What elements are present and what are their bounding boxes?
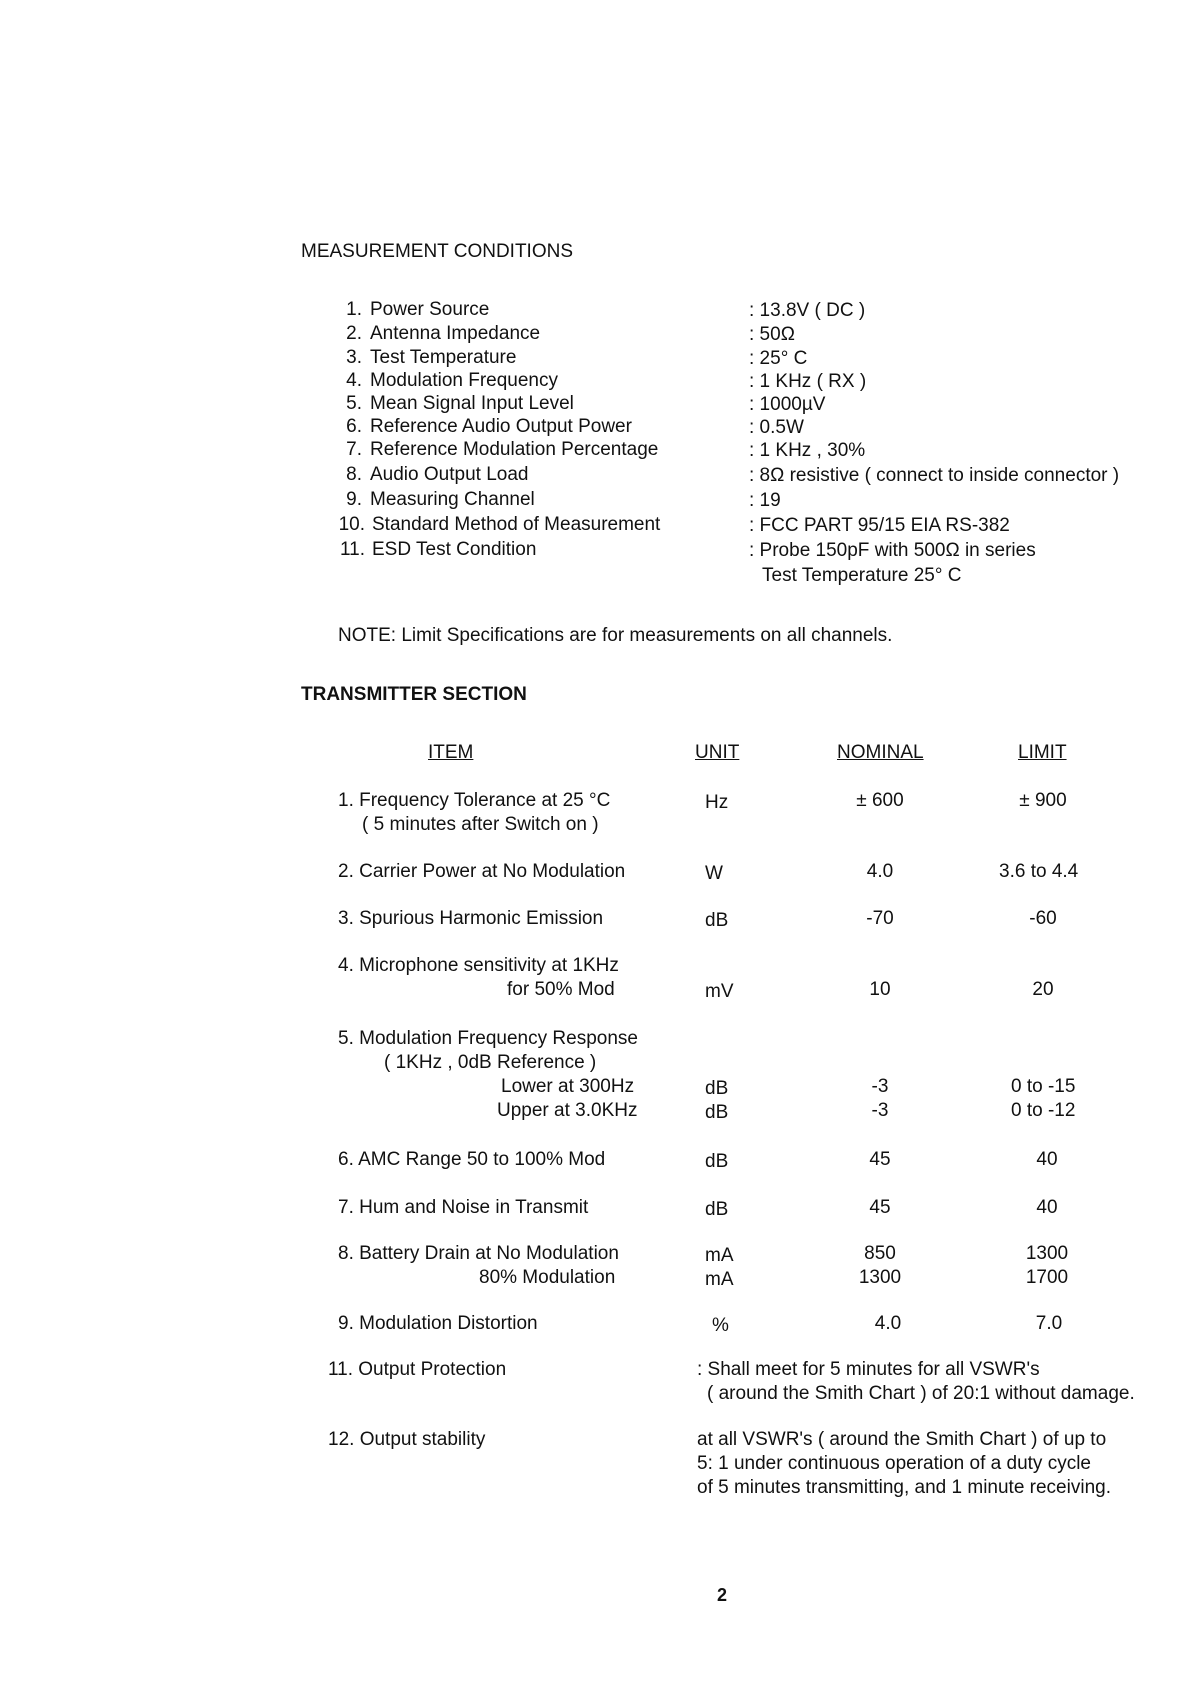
item-value: : 19: [749, 490, 781, 511]
row-unit: dB: [705, 1102, 729, 1123]
item-label: Antenna Impedance: [370, 323, 541, 344]
row-item-sub: for 50% Mod: [507, 979, 615, 1000]
row-nominal: -3: [871, 1100, 889, 1121]
row-unit: dB: [705, 910, 729, 931]
page-number: 2: [717, 1585, 728, 1605]
row-limit: 40: [1036, 1149, 1058, 1170]
row-unit: mA: [705, 1245, 734, 1266]
item-value: : 25° C: [749, 348, 808, 369]
row-nominal: 4.0: [874, 1313, 902, 1334]
row-limit: 0 to -15: [1011, 1076, 1076, 1097]
row-item: 11. Output Protection: [328, 1359, 507, 1380]
row-description: 5: 1 under continuous operation of a duty cycle: [697, 1453, 1091, 1474]
row-limit: 0 to -12: [1011, 1100, 1076, 1121]
row-unit: mA: [705, 1269, 734, 1290]
item-value: : 1 KHz , 30%: [749, 440, 866, 461]
row-nominal: 1300: [858, 1267, 902, 1288]
item-label: Mean Signal Input Level: [370, 393, 574, 414]
item-number: 2.: [346, 323, 362, 344]
row-item: 12. Output stability: [328, 1429, 486, 1450]
row-item: 5. Modulation Frequency Response: [338, 1028, 638, 1049]
item-label: Audio Output Load: [370, 464, 529, 485]
row-item: 2. Carrier Power at No Modulation: [338, 861, 626, 882]
row-description: ( around the Smith Chart ) of 20:1 without damage.: [707, 1383, 1135, 1404]
row-item: 7. Hum and Noise in Transmit: [338, 1197, 589, 1218]
row-limit: 1700: [1025, 1267, 1069, 1288]
item-value: : 1000µV: [749, 394, 826, 415]
row-unit: dB: [705, 1078, 729, 1099]
item-label: Measuring Channel: [370, 489, 535, 510]
row-nominal: -3: [871, 1076, 889, 1097]
row-item: 4. Microphone sensitivity at 1KHz: [338, 955, 619, 976]
row-limit: 40: [1036, 1197, 1058, 1218]
item-value: : 50Ω: [749, 324, 795, 345]
transmitter-heading: TRANSMITTER SECTION: [301, 684, 527, 705]
row-nominal: 45: [869, 1149, 891, 1170]
row-item: 9. Modulation Distortion: [338, 1313, 538, 1334]
column-header-unit: UNIT: [695, 742, 740, 763]
measurement-heading: MEASUREMENT CONDITIONS: [301, 241, 574, 262]
row-item: 8. Battery Drain at No Modulation: [338, 1243, 619, 1264]
row-item: 6. AMC Range 50 to 100% Mod: [338, 1149, 606, 1170]
row-nominal: -70: [866, 908, 894, 929]
item-label: Test Temperature: [370, 347, 517, 368]
item-number: 8.: [346, 464, 362, 485]
item-number: 7.: [346, 439, 362, 460]
row-limit: -60: [1029, 908, 1057, 929]
row-unit: W: [705, 863, 723, 884]
item-number: 11.: [339, 539, 365, 560]
esd-continuation: Test Temperature 25° C: [762, 565, 962, 586]
item-label: Standard Method of Measurement: [372, 514, 661, 535]
row-limit: 1300: [1025, 1243, 1069, 1264]
row-description: : Shall meet for 5 minutes for all VSWR's: [697, 1359, 1040, 1380]
item-number: 3.: [346, 347, 362, 368]
row-nominal: 4.0: [866, 861, 894, 882]
row-item-upper: Upper at 3.0KHz: [497, 1100, 638, 1121]
row-limit: 3.6 to 4.4: [999, 861, 1079, 882]
item-label: ESD Test Condition: [372, 539, 537, 560]
item-value: : Probe 150pF with 500Ω in series: [749, 540, 1036, 561]
item-value: : 0.5W: [749, 417, 804, 438]
row-nominal: 45: [869, 1197, 891, 1218]
row-unit: %: [712, 1315, 729, 1336]
row-item-lower: Lower at 300Hz: [501, 1076, 635, 1097]
row-nominal: ± 600: [856, 790, 904, 811]
item-number: 10.: [338, 514, 365, 535]
row-unit: dB: [705, 1151, 729, 1172]
item-number: 5.: [346, 393, 362, 414]
item-value: : 8Ω resistive ( connect to inside connector ): [749, 465, 1120, 486]
item-value: : FCC PART 95/15 EIA RS-382: [749, 515, 1010, 536]
row-item-sub: 80% Modulation: [479, 1267, 616, 1288]
item-label: Power Source: [370, 299, 490, 320]
item-number: 4.: [346, 370, 362, 391]
item-label: Reference Audio Output Power: [370, 416, 632, 437]
row-nominal: 10: [869, 979, 891, 1000]
item-label: Modulation Frequency: [370, 370, 558, 391]
item-number: 1.: [346, 299, 362, 320]
item-value: : 1 KHz ( RX ): [749, 371, 867, 392]
row-description: of 5 minutes transmitting, and 1 minute receiving.: [697, 1477, 1111, 1498]
row-item: 3. Spurious Harmonic Emission: [338, 908, 604, 929]
row-limit: ± 900: [1019, 790, 1067, 811]
row-limit: 7.0: [1035, 1313, 1063, 1334]
row-item-sub: ( 5 minutes after Switch on ): [362, 814, 599, 835]
column-header-limit: LIMIT: [1018, 742, 1067, 763]
item-number: 9.: [346, 489, 362, 510]
item-number: 6.: [346, 416, 362, 437]
column-header-item: ITEM: [428, 742, 474, 763]
column-header-nominal: NOMINAL: [837, 742, 924, 763]
row-item: 1. Frequency Tolerance at 25 °C: [338, 790, 611, 811]
row-nominal: 850: [864, 1243, 896, 1264]
row-unit: dB: [705, 1199, 729, 1220]
item-label: Reference Modulation Percentage: [370, 439, 659, 460]
item-value: : 13.8V ( DC ): [749, 300, 866, 321]
row-item-sub: ( 1KHz , 0dB Reference ): [384, 1052, 597, 1073]
row-unit: Hz: [705, 792, 729, 813]
row-unit: mV: [705, 981, 734, 1002]
row-description: at all VSWR's ( around the Smith Chart ) of up to: [697, 1429, 1107, 1450]
note-text: NOTE: Limit Specifications are for measurements on all channels.: [338, 625, 893, 646]
row-limit: 20: [1032, 979, 1054, 1000]
